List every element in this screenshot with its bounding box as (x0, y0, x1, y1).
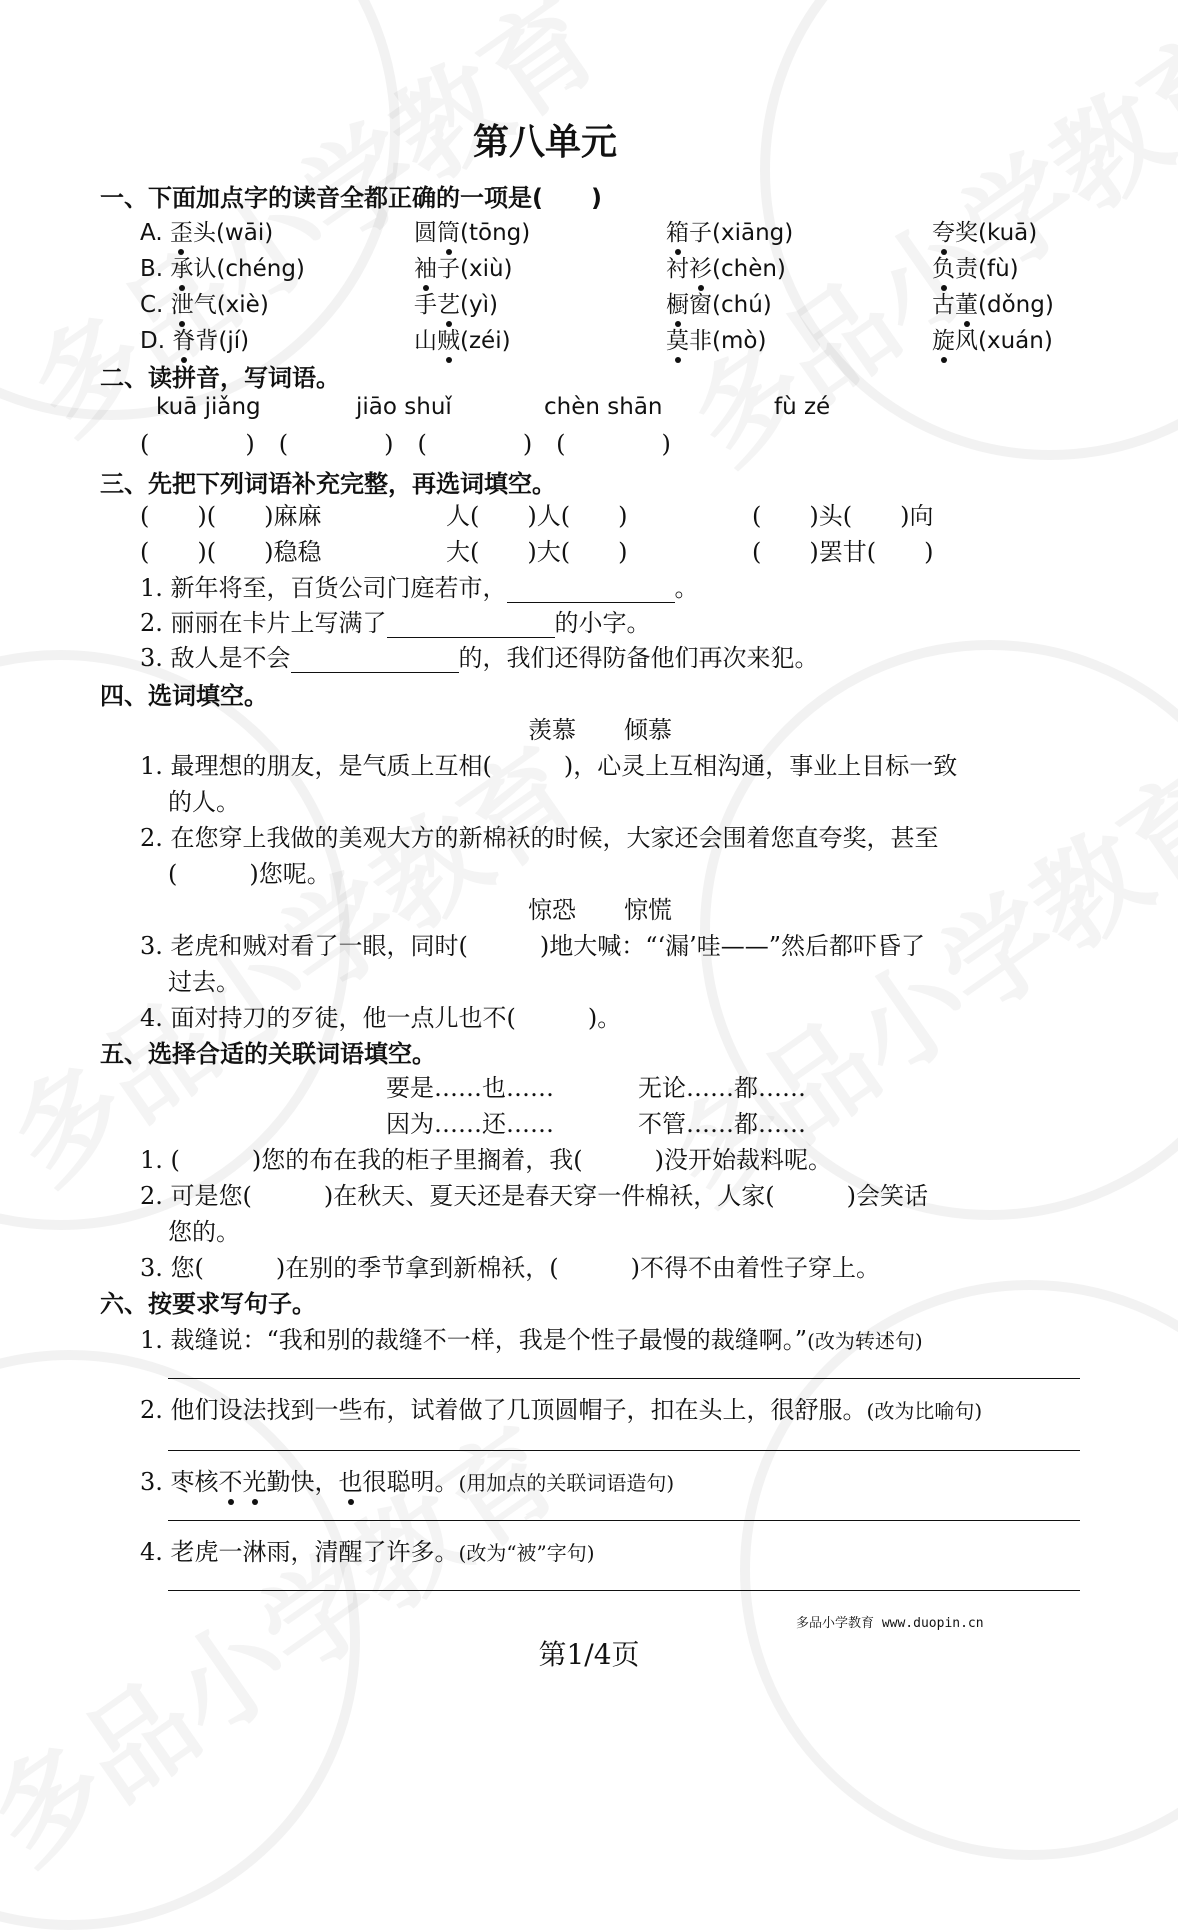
answer-line[interactable] (168, 1378, 1080, 1379)
sentence-text: 2. 丽丽在卡片上写满了 (140, 609, 387, 637)
dotted-char: 不 (218, 1468, 243, 1496)
section-3-question: 三、先把下列词语补充完整，再选词填空。 (100, 470, 556, 498)
word-choices: 惊恐 惊慌 (528, 896, 672, 924)
option-a-2: 圆筒(tōng) (414, 220, 531, 246)
pinyin-1: kuā jiǎng (156, 394, 261, 420)
section-2-question: 二、读拼音，写词语。 (100, 364, 340, 392)
item-text: 2. 他们设法找到一些布，试着做了几顶圆帽子，扣在头上，很舒服。 (140, 1396, 867, 1424)
conjunction-option: 无论……都…… (638, 1074, 806, 1102)
item-note: (改为转述句) (807, 1329, 923, 1353)
dotted-char: 也 (338, 1468, 363, 1496)
dotted-char: 光 (242, 1468, 267, 1496)
option-d-3: 莫非(mò) (666, 328, 767, 354)
item-3-line-2: 过去。 (168, 968, 240, 996)
page-title: 第八单元 (472, 122, 617, 163)
fill-blank[interactable] (387, 615, 555, 638)
pinyin-3: chèn shān (544, 394, 663, 420)
sentence-1 (140, 568, 699, 603)
answer-line[interactable] (168, 1450, 1080, 1451)
pinyin-4: fù zé (774, 394, 831, 420)
conjunction-option: 因为……还…… (386, 1110, 554, 1138)
item-2-line-2: 您的。 (168, 1218, 240, 1246)
idiom-blank[interactable]: 大( )大( ) (446, 538, 628, 566)
idiom-blank[interactable]: ( )罢甘( ) (752, 538, 934, 566)
idiom-blank[interactable]: ( )( )麻麻 (140, 502, 322, 530)
sentence-3 (140, 638, 819, 673)
pinyin-2: jiāo shuǐ (356, 394, 452, 420)
option-c-3: 橱窗(chú) (666, 292, 772, 318)
sentence-text: 。 (674, 574, 699, 602)
footer-site: 多品小学教育 www.duopin.cn (796, 1616, 984, 1631)
fill-blank[interactable] (507, 580, 675, 603)
item-1: 1. ( )您的布在我的柜子里搁着，我( )没开始裁料呢。 (140, 1146, 832, 1174)
option-c-4: 古董(dǒng) (932, 292, 1054, 318)
sentence-text: 1. 新年将至，百货公司门庭若市， (140, 574, 507, 602)
fill-blank[interactable] (291, 650, 459, 673)
rewrite-item-2 (140, 1390, 982, 1425)
option-c-2: 手艺(yì) (414, 292, 498, 318)
page-number: 第1/4页 (538, 1638, 640, 1671)
conjunction-option: 要是……也…… (386, 1074, 554, 1102)
item-1-line-1: 1. 最理想的朋友，是气质上互相( )，心灵上互相沟通，事业上目标一致 (140, 752, 958, 780)
watermark-text (0, 0, 626, 463)
option-b-1: B. 承认(chéng) (140, 256, 305, 282)
item-2-line-2: ( )您呢。 (168, 860, 331, 888)
option-a-3: 箱子(xiāng) (666, 220, 794, 246)
item-note: (改为比喻句) (866, 1399, 983, 1423)
sentence-text: 3. 敌人是不会 (140, 644, 291, 672)
answer-line[interactable] (168, 1520, 1080, 1521)
item-text: 勤快， (266, 1468, 339, 1496)
conjunction-option: 不管……都…… (638, 1110, 806, 1138)
rewrite-item-4 (140, 1532, 595, 1567)
option-a-4: 夸奖(kuā) (932, 220, 1038, 246)
item-note: (改为“被”字句) (458, 1541, 595, 1565)
item-4: 4. 面对持刀的歹徒，他一点儿也不( )。 (140, 1004, 622, 1032)
rewrite-item-3 (140, 1462, 674, 1497)
rewrite-item-1 (140, 1320, 923, 1355)
watermark-ring (740, 1280, 1178, 1860)
option-d-4: 旋风(xuán) (932, 328, 1053, 354)
answer-boxes[interactable]: ( ) ( ) ( ) ( ) (140, 430, 671, 458)
idiom-blank[interactable]: ( )头( )向 (752, 502, 934, 530)
section-1-question: 一、下面加点字的读音全都正确的一项是( ) (100, 184, 602, 212)
sentence-text: 的，我们还得防备他们再次来犯。 (458, 644, 819, 672)
item-3: 3. 您( )在别的季节拿到新棉袄，( )不得不由着性子穿上。 (140, 1254, 880, 1282)
option-b-3: 衬衫(chèn) (666, 256, 786, 282)
sentence-text: 的小字。 (554, 609, 651, 637)
item-text: 很聪明。 (362, 1468, 459, 1496)
item-2-line-1: 2. 在您穿上我做的美观大方的新棉袄的时候，大家还会围着您直夸奖，甚至 (140, 824, 939, 852)
section-6-question: 六、按要求写句子。 (100, 1290, 316, 1318)
idiom-blank[interactable]: ( )( )稳稳 (140, 538, 322, 566)
item-3-line-1: 3. 老虎和贼对看了一眼，同时( )地大喊：“‘漏’哇——”然后都吓昏了 (140, 932, 926, 960)
option-d-2: 山贼(zéi) (414, 328, 511, 354)
option-a-1: A. 歪头(wāi) (140, 220, 274, 246)
item-1-line-2: 的人。 (168, 788, 240, 816)
option-d-1: D. 脊背(jí) (140, 328, 250, 354)
item-text: 1. 裁缝说：“我和别的裁缝不一样，我是个性子最慢的裁缝啊。” (140, 1326, 808, 1354)
sentence-2 (140, 603, 651, 638)
option-b-2: 袖子(xiù) (414, 256, 513, 282)
item-text: 3. 枣核 (140, 1468, 219, 1496)
option-c-1: C. 泄气(xiè) (140, 292, 269, 318)
word-choices: 羡慕 倾慕 (528, 716, 672, 744)
idiom-blank[interactable]: 人( )人( ) (446, 502, 628, 530)
item-note: (用加点的关联词语造句) (458, 1471, 675, 1495)
item-2-line-1: 2. 可是您( )在秋天、夏天还是春天穿一件棉袄，人家( )会笑话 (140, 1182, 928, 1210)
answer-line[interactable] (168, 1590, 1080, 1591)
section-4-question: 四、选词填空。 (100, 682, 268, 710)
item-text: 4. 老虎一淋雨，清醒了许多。 (140, 1538, 459, 1566)
option-b-4: 负责(fù) (932, 256, 1019, 282)
section-5-question: 五、选择合适的关联词语填空。 (100, 1040, 436, 1068)
